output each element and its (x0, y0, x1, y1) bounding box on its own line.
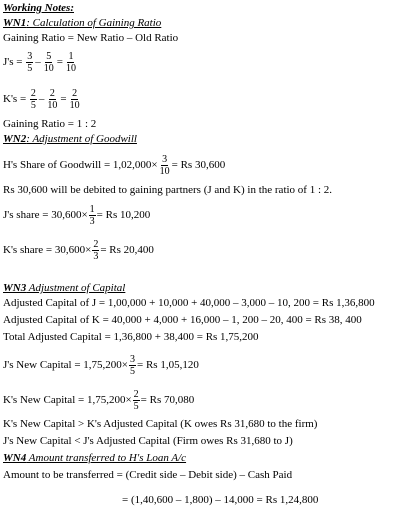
wn2-heading (3, 133, 137, 146)
wn3-label: WN3 (3, 282, 27, 294)
wn1-j-prefix: J's = (3, 56, 23, 69)
fraction: $\frac{2}{10}$ (47, 88, 58, 111)
wn3-j-comparison: J's New Capital < J's Adjusted Capital (Firm owes Rs 31,680 to J) (3, 435, 293, 447)
wn1-title: : Calculation of Gaining Ratio (26, 17, 162, 29)
wn1-heading (3, 17, 161, 30)
fraction: $\frac{1}{10}$ (65, 51, 76, 74)
fraction: $\frac{2}{5}$ (30, 88, 36, 111)
wn3-adjusted-k: Adjusted Capital of K = 40,000 + 4,000 + 16,000 – 1, 200 – 20, 400 = Rs 38, 400 (3, 314, 362, 326)
wn2-title: : Adjustment of Goodwill (26, 133, 137, 145)
wn3-adjusted-j: Adjusted Capital of J = 1,00,000 + 10,000 + 40,000 – 3,000 – 10, 200 = Rs 1,36,800 (3, 297, 375, 309)
fraction: $\frac{5}{10}$ (43, 51, 54, 74)
wn1-k-ratio: K's = $\frac{2}{5}$ – $\frac{2}{10}$ = $\frac{2}{10}$ (3, 88, 80, 111)
fraction: $\frac{1}{3}$ (89, 204, 95, 227)
wn4-label: WN4 (3, 452, 27, 464)
fraction: $\frac{3}{5}$ (130, 354, 135, 377)
wn4-line1: Amount to be transferred = (Credit side – Debit side) – Cash Paid (3, 469, 293, 481)
wn1-formula: Gaining Ratio = New Ratio – Old Ratio (3, 32, 179, 44)
wn2-k-share: K's share = 30,600× $\frac{2}{3}$ = Rs 20,400 (3, 239, 154, 262)
wn1-j-ratio: J's = $\frac{3}{5}$ – $\frac{5}{10}$ = $\frac{1}{10}$ (3, 51, 76, 74)
wn3-heading (3, 282, 125, 295)
working-notes-heading: Working Notes: (3, 2, 74, 14)
fraction: $\frac{3}{5}$ (27, 51, 33, 74)
fraction: $\frac{3}{10}$ (159, 154, 170, 177)
wn3-k-comparison: K's New Capital > K's Adjusted Capital (K owes Rs 31,680 to the firm) (3, 418, 318, 430)
fraction: $\frac{2}{10}$ (69, 88, 80, 111)
wn3-k-new-capital: K's New Capital = 1,75,200× $\frac{2}{5}$ = Rs 70,080 (3, 389, 195, 412)
wn3-total: Total Adjusted Capital = 1,36,800 + 38,400 = Rs 1,75,200 (3, 331, 259, 343)
fraction: $\frac{2}{5}$ (133, 389, 139, 412)
wn4-line2: = (1,40,600 – 1,800) – 14,000 = Rs 1,24,800 (122, 494, 319, 506)
wn2-note: Rs 30,600 will be debited to gaining partners (J and K) in the ratio of 1 : 2. (3, 184, 333, 196)
wn4-title: Amount transferred to H's Loan A/c (26, 452, 187, 464)
wn2-h-share: H's Share of Goodwill = 1,02,000× $\frac{3}{10}$ = Rs 30,600 (3, 154, 226, 177)
wn1-k-prefix: K's = (3, 93, 27, 106)
wn2-j-share: J's share = 30,600× $\frac{1}{3}$ = Rs 10,200 (3, 204, 151, 227)
wn2-label: WN2 (3, 133, 27, 145)
fraction: $\frac{2}{3}$ (93, 239, 99, 262)
wn1-result: Gaining Ratio = 1 : 2 (3, 118, 97, 130)
wn3-title: Adjustment of Capital (26, 282, 126, 294)
wn1-label: WN1 (3, 17, 27, 29)
wn3-j-new-capital: J's New Capital = 1,75,200× $\frac{3}{5}$ = Rs 1,05,120 (3, 354, 199, 377)
wn4-heading (3, 452, 186, 465)
